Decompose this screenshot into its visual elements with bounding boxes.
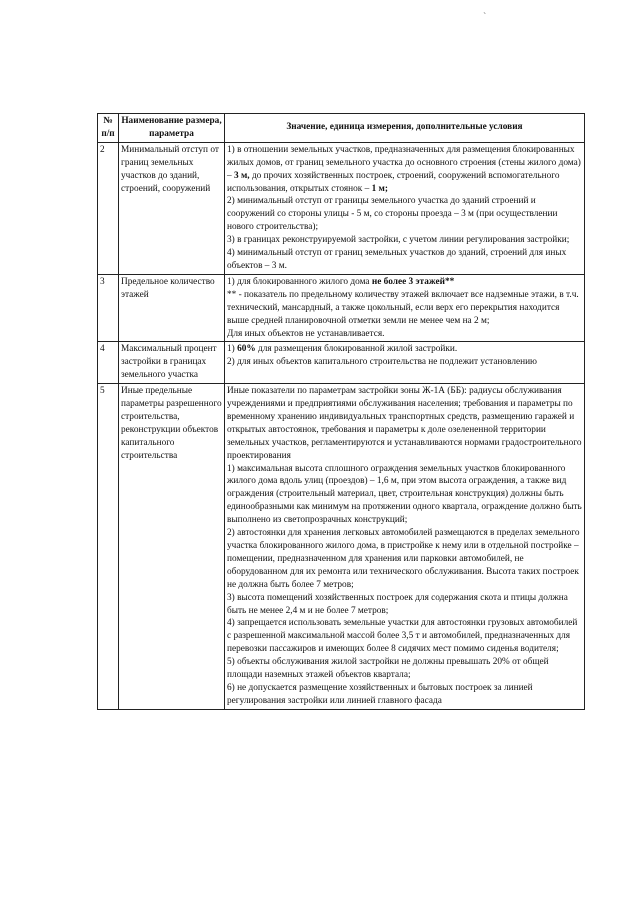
row-number: 3 [98, 274, 119, 342]
table-row [98, 142, 585, 274]
value-paragraph [227, 656, 582, 682]
value-paragraph [227, 682, 582, 708]
value-paragraph [227, 527, 582, 592]
value-text: 2) для иных объектов капитального строительства не подлежит установлению [227, 357, 538, 368]
value-text: 1) максимальная высота сплошного ограждения земельных участков блокированного жилого дома вдоль улиц (проездов) – 1,6 м, при этом высота ограждения, а также вид ограждения (строительный материал, цвет, строительная конструкция) должны быть единообразными как минимум на протяжении одного квартала, ограждение должно быть выполнено из светопрозрачных конструкций; [227, 463, 582, 526]
value-paragraph [227, 617, 582, 656]
value-text: 4) минимальный отступ от границ земельных участков до зданий, строений для иных объектов – 3 м. [227, 248, 567, 271]
header-value: Значение, единица измерения, дополнительные условия [225, 114, 585, 143]
table-row [98, 342, 585, 384]
value-paragraph [227, 247, 582, 273]
table-row [98, 274, 585, 342]
bold-value-text: 60% [237, 344, 256, 355]
value-paragraph [227, 343, 582, 356]
value-text: до прочих хозяйственных построек, строений, сооружений вспомогательного использования, открытых стоянок – [227, 170, 560, 194]
bold-value-text: 3 м, [233, 170, 250, 181]
table-header-row [98, 114, 585, 143]
value-paragraph [227, 195, 582, 234]
value-paragraph [227, 144, 582, 196]
value-paragraph [227, 463, 582, 528]
value-text: 3) высота помещений хозяйственных построек для содержания скота и птицы должна быть не менее 2,4 м и не более 7 метров; [227, 592, 568, 616]
value-text: 1) для блокированного жилого дома [227, 276, 372, 287]
value-paragraph [227, 385, 582, 462]
value-text: ** - показатель по предельному количеству этажей включает все надземные этажи, в т.ч. технический, мансардный, а также цокольный, если верх его перекрытия находится выше средней планировочной отметки земли не менее чем на 2 м; [227, 289, 579, 326]
parameter-value [225, 142, 585, 274]
scan-speck: ` [483, 12, 487, 23]
parameters-table [97, 113, 585, 710]
value-text: 2) минимальный отступ от границы земельного участка до зданий строений и сооружений со стороны улицы - 5 м, со стороны проезда – 3 м (при осуществлении нового строительства); [227, 196, 558, 233]
value-text: 1) [227, 344, 238, 355]
row-number: 2 [98, 142, 119, 274]
value-paragraph [227, 289, 582, 328]
value-paragraph [227, 234, 582, 247]
parameter-value [225, 274, 585, 342]
value-paragraph [227, 276, 582, 289]
parameter-name: Максимальный процент застройки в границах земельного участка [119, 342, 225, 384]
value-text: 3) в границах реконструируемой застройки, с учетом линии регулирования застройки; [227, 235, 570, 246]
value-text: 4) запрещается использовать земельные участки для автостоянки грузовых автомобилей с разрешенной максимальной массой более 3,5 т и автомобилей, предназначенных для перевозки пассажиров и имеющих более 8 сидячих мест помимо сиденья водителя; [227, 618, 578, 655]
value-paragraph [227, 592, 582, 618]
parameter-value [225, 384, 585, 710]
bold-value-text: 1 м; [371, 183, 388, 194]
parameter-value [225, 342, 585, 384]
row-number: 4 [98, 342, 119, 384]
table-body [98, 142, 585, 709]
header-number: № п/п [98, 114, 119, 143]
value-text: 1) в отношении земельных участков, предназначенных для размещения блокированных жилых домов, от границ земельного участка до основного строения (стены жилого дома) – [227, 144, 581, 181]
value-text: Для иных объектов не устанавливается. [227, 328, 385, 339]
bold-value-text: не более 3 этажей** [371, 276, 455, 287]
value-text: для размещения блокированной жилой застройки. [255, 344, 458, 355]
row-number: 5 [98, 384, 119, 710]
value-text: 5) объекты обслуживания жилой застройки не должны превышать 20% от общей площади наземных этажей объектов квартала; [227, 657, 549, 681]
parameter-name: Иные предельные параметры разрешенного строительства, реконструкции объектов капитального строительства [119, 384, 225, 710]
parameter-name: Минимальный отступ от границ земельных участков до зданий, строений, сооружений [119, 142, 225, 274]
header-parameter-name: Наименование размера, параметра [119, 114, 225, 143]
table-row [98, 384, 585, 710]
value-text: 2) автостоянки для хранения легковых автомобилей размещаются в пределах земельного участка блокированного жилого дома, в пристройке к нему или в отдельной постройке – помещении, предназначенном для хранения или парковки автомобилей, не оборудованном для их ремонта или технического обслуживания. Высота таких построек не должна быть более 7 метров; [227, 528, 580, 590]
value-paragraph [227, 328, 582, 341]
value-text: 6) не допускается размещение хозяйственных и бытовых построек за линией регулирования застройки или линией главного фасада [227, 682, 533, 706]
value-text: Иные показатели по параметрам застройки зоны Ж-1А (ББ): радиусы обслуживания учреждениями и предприятиями обслуживания населения; требования и параметры по временному хранению индивидуальных транспортных средств, размещению гаражей и открытых автостоянок, требования и параметры к доле озелененной территории земельных участков, регламентируются и устанавливаются нормами градостроительного проектирования [227, 386, 582, 461]
parameter-name: Предельное количество этажей [119, 274, 225, 342]
value-paragraph [227, 356, 582, 369]
